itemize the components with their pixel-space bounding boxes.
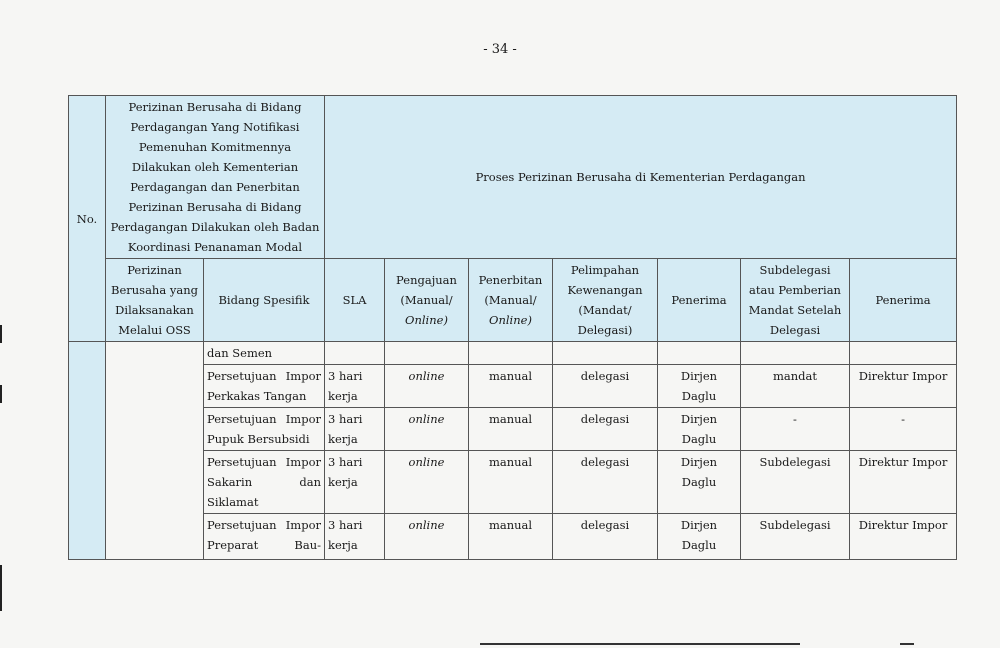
cell-pengajuan: online — [385, 514, 469, 560]
header-no: No. — [69, 96, 106, 342]
cell-sla: 3 hari kerja — [325, 514, 385, 560]
header-sla: SLA — [325, 259, 385, 342]
cell-sla — [325, 342, 385, 365]
cell-penerima — [658, 342, 741, 365]
cell-penerima-2: Direktur Impor — [850, 514, 957, 560]
cell-penerima: Dirjen Daglu — [658, 451, 741, 514]
cell-pengajuan: online — [385, 365, 469, 408]
cell-penerima: Dirjen Daglu — [658, 365, 741, 408]
header-bidang: Bidang Spesifik — [204, 259, 325, 342]
cell-penerbitan: manual — [469, 514, 553, 560]
header-pelimpahan: Pelimpahan Kewenangan (Mandat/ Delegasi) — [553, 259, 658, 342]
cell-pelimpahan: delegasi — [553, 365, 658, 408]
cell-bidang: Persetujuan Impor Preparat Bau- — [204, 514, 325, 560]
cell-subdelegasi: Subdelegasi — [741, 514, 850, 560]
header-row-1 — [69, 96, 957, 259]
header-penerbitan: Penerbitan (Manual/ Online) — [469, 259, 553, 342]
cell-sla: 3 hari kerja — [325, 408, 385, 451]
scan-edge-mark — [0, 385, 2, 403]
cell-bidang: dan Semen — [204, 342, 325, 365]
cell-sla: 3 hari kerja — [325, 451, 385, 514]
cell-subdelegasi: - — [741, 408, 850, 451]
header-perizinan: Perizinan Berusaha di Bidang Perdagangan Yang Notifikasi Pemenuhan Komitmennya Dilakukan oleh Kementerian Perdagangan dan Penerbitan Perizinan Berusaha di Bidang Perdagangan Dilakukan oleh Badan Koordinasi Penanaman Modal — [106, 96, 325, 259]
cell-penerima: Dirjen Daglu — [658, 408, 741, 451]
table-row — [69, 342, 957, 365]
cell-pengajuan: online — [385, 451, 469, 514]
cell-penerima-2 — [850, 342, 957, 365]
page-number: - 34 - — [483, 42, 517, 57]
scan-bottom-line — [900, 643, 914, 645]
cell-oss — [106, 342, 204, 560]
cell-penerbitan — [469, 342, 553, 365]
header-subdelegasi: Subdelegasi atau Pemberian Mandat Setelah Delegasi — [741, 259, 850, 342]
header-penerima-2: Penerima — [850, 259, 957, 342]
cell-bidang: Persetujuan Impor Sakarin dan Siklamat — [204, 451, 325, 514]
cell-penerima: Dirjen Daglu — [658, 514, 741, 560]
cell-subdelegasi: Subdelegasi — [741, 451, 850, 514]
cell-sla: 3 hari kerja — [325, 365, 385, 408]
header-pengajuan: Pengajuan (Manual/ Online) — [385, 259, 469, 342]
perizinan-table — [68, 95, 957, 560]
cell-penerima-2: - — [850, 408, 957, 451]
header-oss: Perizinan Berusaha yang Dilaksanakan Melalui OSS — [106, 259, 204, 342]
cell-penerima-2: Direktur Impor — [850, 451, 957, 514]
header-penerima: Penerima — [658, 259, 741, 342]
cell-bidang: Persetujuan Impor Perkakas Tangan — [204, 365, 325, 408]
cell-penerbitan: manual — [469, 408, 553, 451]
cell-bidang: Persetujuan Impor Pupuk Bersubsidi — [204, 408, 325, 451]
cell-pengajuan: online — [385, 408, 469, 451]
scan-edge-mark — [0, 565, 2, 611]
cell-pelimpahan: delegasi — [553, 408, 658, 451]
cell-penerima-2: Direktur Impor — [850, 365, 957, 408]
cell-pengajuan — [385, 342, 469, 365]
cell-pelimpahan: delegasi — [553, 514, 658, 560]
cell-subdelegasi — [741, 342, 850, 365]
scan-edge-mark — [0, 325, 2, 343]
cell-penerbitan: manual — [469, 451, 553, 514]
cell-subdelegasi: mandat — [741, 365, 850, 408]
cell-pelimpahan: delegasi — [553, 451, 658, 514]
header-row-2 — [69, 259, 957, 342]
header-proses: Proses Perizinan Berusaha di Kementerian Perdagangan — [325, 96, 957, 259]
cell-penerbitan: manual — [469, 365, 553, 408]
scan-bottom-line — [480, 643, 800, 645]
cell-no — [69, 342, 106, 560]
cell-pelimpahan — [553, 342, 658, 365]
